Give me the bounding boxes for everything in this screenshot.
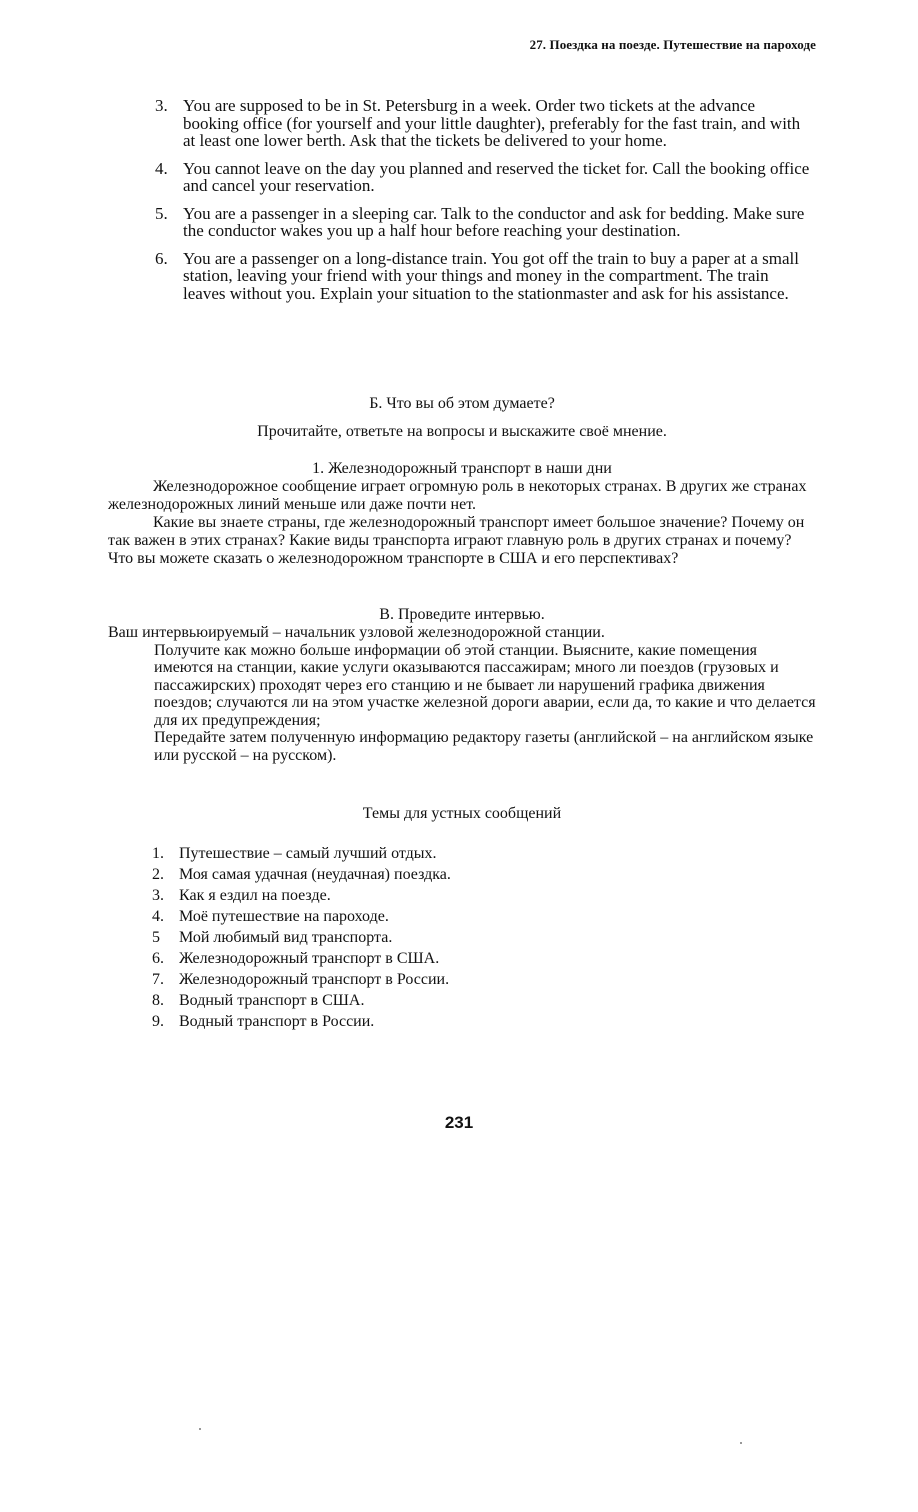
item-number: 8. bbox=[152, 992, 164, 1009]
item-text: Мой любимый вид транспорта. bbox=[179, 929, 393, 946]
item-text: You are a passenger in a sleeping car. Talk to the conductor and ask for bedding. Make sure the conductor wakes you up a half hour before reaching your destination. bbox=[183, 203, 805, 240]
english-task-list bbox=[155, 97, 815, 312]
item-text: You are a passenger on a long-distance train. You got off the train to buy a paper at a small station, leaving your friend with your things and money in the compartment. The train leaves without you. Explain your situation to the stationmaster and ask for his assistance. bbox=[183, 248, 799, 303]
item-text: Водный транспорт в США. bbox=[179, 992, 365, 1009]
list-item bbox=[152, 864, 451, 885]
item-text: Водный транспорт в России. bbox=[179, 1013, 375, 1030]
item-number: 3. bbox=[155, 96, 168, 115]
item-text: Как я ездил на поезде. bbox=[179, 887, 331, 904]
interview-instruction: Передайте затем полученную информацию редактору газеты (английской – на английском языке или русской – на русском). bbox=[154, 729, 814, 764]
item-number: 3. bbox=[152, 887, 164, 904]
section-b-title: Б. Что вы об этом думаете? bbox=[369, 395, 555, 412]
section-b-paragraph-1 bbox=[108, 478, 818, 514]
interview-lead: Ваш интервьюируемый – начальник узловой железнодорожной станции. bbox=[108, 624, 605, 641]
list-item bbox=[155, 160, 815, 195]
list-item bbox=[152, 906, 451, 927]
item-text: You are supposed to be in St. Petersburg in a week. Order two tickets at the advance booking office (for yourself and your little daughter), preferably for the fast train, and with at least one lower berth. Ask that the tickets be delivered to your home. bbox=[183, 96, 801, 150]
item-text: You cannot leave on the day you planned and reserved the ticket for. Call the booking office and cancel your reservation. bbox=[183, 158, 810, 195]
running-header: 27. Поездка на поезде. Путешествие на пароходе bbox=[529, 37, 816, 52]
item-number: 4. bbox=[155, 158, 168, 178]
item-number: 5 bbox=[152, 929, 160, 946]
list-item bbox=[152, 885, 451, 906]
item-number: 5. bbox=[155, 203, 168, 223]
item-number: 2. bbox=[152, 866, 164, 883]
item-text: Железнодорожный транспорт в России. bbox=[179, 971, 450, 988]
item-text: Моя самая удачная (неудачная) поездка. bbox=[179, 866, 451, 883]
list-item bbox=[152, 990, 451, 1011]
item-number: 4. bbox=[152, 908, 164, 925]
themes-title: Темы для устных сообщений bbox=[362, 805, 562, 822]
section-b-paragraph-2 bbox=[108, 514, 818, 568]
scan-speck bbox=[740, 1442, 742, 1444]
item-number: 9. bbox=[152, 1013, 164, 1030]
item-text: Железнодорожный транспорт в США. bbox=[179, 950, 440, 967]
item-number: 7. bbox=[152, 971, 164, 988]
item-text: Моё путешествие на пароходе. bbox=[179, 908, 389, 925]
list-item bbox=[155, 97, 815, 150]
section-b-topic-title: 1. Железнодорожный транспорт в наши дни bbox=[312, 460, 612, 477]
page-number: 231 bbox=[444, 1113, 474, 1132]
item-number: 6. bbox=[152, 950, 164, 967]
item-number: 1. bbox=[152, 845, 164, 862]
paragraph-text: Какие вы знаете страны, где железнодорожный транспорт имеет большое значение? Почему он так важен в этих странах? Какие виды транспорта играют главную роль в других странах и почему? Что вы можете сказать о железнодорожном транспорте в США и его перспективах? bbox=[108, 514, 805, 567]
list-item bbox=[152, 1011, 451, 1032]
list-item bbox=[152, 969, 451, 990]
section-b-intro: Прочитайте, ответьте на вопросы и выскажите своё мнение. bbox=[257, 423, 667, 440]
interview-block bbox=[108, 624, 820, 764]
list-item bbox=[152, 843, 451, 864]
themes-list bbox=[152, 843, 451, 1032]
item-number: 6. bbox=[155, 248, 168, 268]
paragraph-text: Железнодорожное сообщение играет огромную роль в некоторых странах. В других же странах железнодорожных линий меньше или даже почти нет. bbox=[108, 478, 807, 513]
section-v-title: В. Проведите интервью. bbox=[379, 606, 545, 623]
list-item bbox=[152, 927, 451, 948]
interview-body: Получите как можно больше информации об этой станции. Выясните, какие помещения имеются на станции, какие услуги оказываются пассажирам; много ли поездов (грузовых и пассажирских) проходят через его станцию и не бывает ли нарушений графика движения поездов; случаются ли на этом участке железной дороги аварии, если да, то какие и что делается для их предупреждения; bbox=[154, 641, 816, 729]
list-item bbox=[155, 205, 815, 240]
list-item bbox=[155, 250, 815, 303]
item-text: Путешествие – самый лучший отдых. bbox=[179, 845, 437, 862]
list-item bbox=[152, 948, 451, 969]
scan-speck bbox=[199, 1428, 201, 1430]
